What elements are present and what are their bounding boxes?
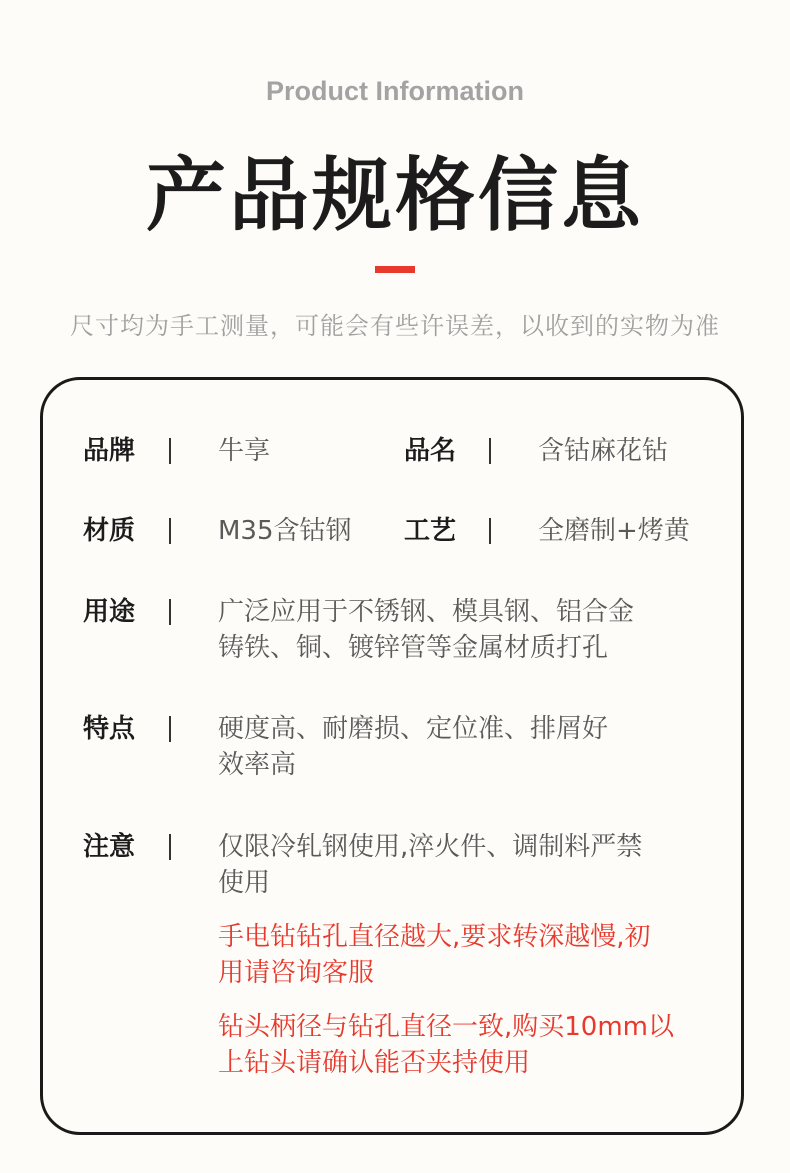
brand-separator (169, 438, 171, 464)
process-value: 全磨制+烤黄 (538, 516, 690, 546)
notes-warning1-line1: 手电钻钻孔直径越大,要求转深越慢,初 (218, 922, 651, 952)
subtitle: 尺寸均为手工测量，可能会有些许误差，以收到的实物为准 (70, 312, 720, 340)
material-value: M35含钴钢 (218, 516, 352, 546)
notes-warning2-line1: 钻头柄径与钻孔直径一致,购买10mm以 (218, 1012, 675, 1042)
page-title: 产品规格信息 (146, 149, 644, 242)
material-label: 材质 (83, 516, 136, 546)
features-value-line1: 硬度高、耐磨损、定位准、排屑好 (218, 714, 609, 744)
features-value-line2: 效率高 (218, 750, 297, 780)
features-label: 特点 (83, 714, 136, 744)
process-separator (489, 518, 491, 544)
name-separator (489, 438, 491, 464)
name-value: 含钴麻花钻 (538, 436, 669, 466)
notes-value-line2: 使用 (218, 868, 271, 898)
notes-separator (169, 834, 171, 860)
material-separator (169, 518, 171, 544)
notes-label: 注意 (83, 832, 136, 862)
brand-label: 品牌 (83, 436, 136, 466)
notes-warning2-line2: 上钻头请确认能否夹持使用 (218, 1048, 531, 1078)
usage-value-line1: 广泛应用于不锈钢、模具钢、铝合金 (218, 597, 635, 627)
en-title: Product Information (266, 76, 524, 106)
accent-bar (375, 266, 415, 273)
brand-value: 牛享 (218, 436, 271, 466)
notes-value-line1: 仅限冷轧钢使用,淬火件、调制料严禁 (218, 832, 643, 862)
usage-label: 用途 (83, 597, 136, 627)
usage-separator (169, 599, 171, 625)
name-label: 品名 (404, 436, 457, 466)
process-label: 工艺 (404, 516, 457, 546)
notes-warning1-line2: 用请咨询客服 (218, 958, 375, 988)
features-separator (169, 716, 171, 742)
usage-value-line2: 铸铁、铜、镀锌管等金属材质打孔 (218, 633, 609, 663)
